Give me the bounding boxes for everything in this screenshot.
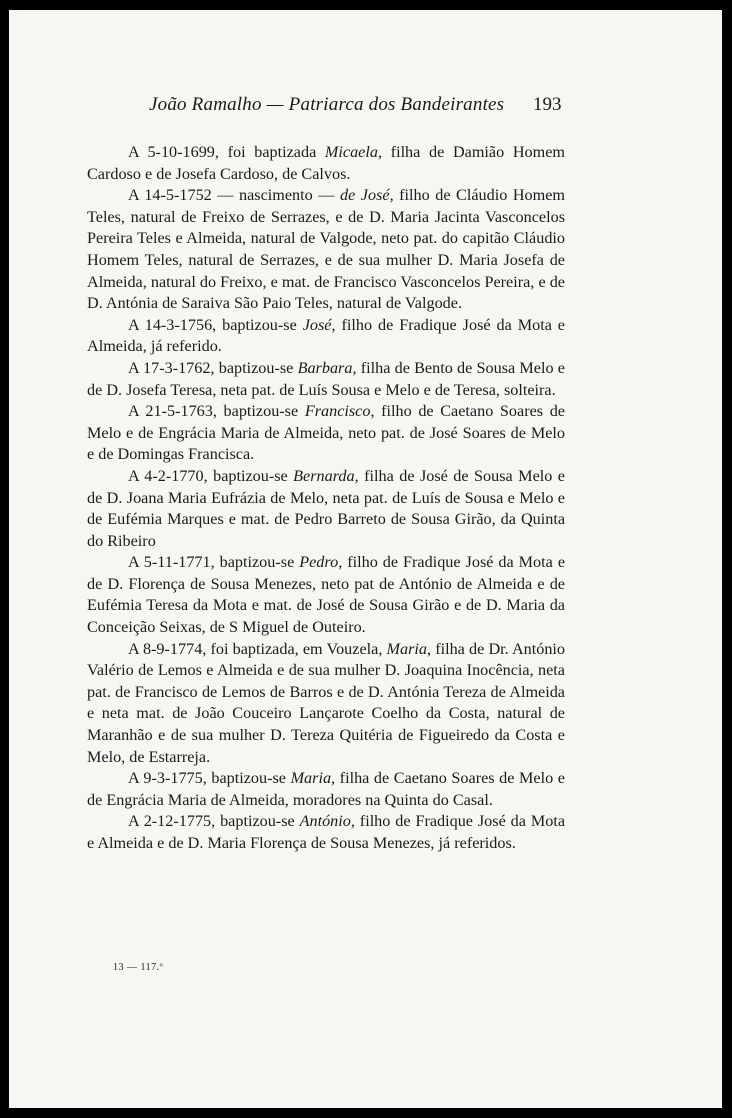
entry-name: Micaela xyxy=(324,143,378,161)
entry-date-text: A 14-5-1752 — nascimento — xyxy=(128,186,340,205)
page-header xyxy=(9,92,722,120)
entry-details: , filha de José de Sousa Melo e de D. Joana Maria Eufrázia de Melo, neta pat. de Luís de Sousa e Melo e de Eufémia Marques e mat. de Pedro Barreto de Sousa Girão, da Quinta do Ribeiro xyxy=(87,466,565,550)
entry-date-text: A 8-9-1774, foi baptizada, em Vouzela, xyxy=(128,639,387,658)
entry-details: , filho de Caetano Soares de Melo e de Engrácia Maria de Almeida, neto pat. de José Soares de Melo e de Domingas Francisca. xyxy=(87,402,565,464)
baptism-entry xyxy=(87,768,565,811)
entry-date-text: A 17-3-1762, baptizou-se xyxy=(128,358,298,377)
running-title: João Ramalho — Patriarca dos Bandeirantes xyxy=(149,94,505,115)
baptism-entry xyxy=(87,142,565,185)
baptism-entry xyxy=(87,552,565,638)
entry-date-text: A 21-5-1763, baptizou-se xyxy=(128,402,305,421)
baptism-entry xyxy=(87,358,565,401)
entry-details: , filho de Fradique José da Mota e Almeida, já referido. xyxy=(87,315,565,356)
entry-details: , filho de Cláudio Homem Teles, natural de Freixo de Serrazes, e de D. Maria Jacinta Vasconcelos Pereira Teles e Almeida, natural de Valgode, neto pat. do capitão Cláudio Homem Teles, natural de Serrazes, e de sua mulher D. Maria Josefa de Almeida, natural do Freixo, e mat. de Francisco Vasconcelos Pereira, e de D. Antónia de Saraiva São Paio Teles, natural de Valgode. xyxy=(87,186,565,313)
entry-details: , filha de Damião Homem Cardoso e de Josefa Cardoso, de Calvos. xyxy=(87,143,565,183)
entry-details: , filho de Fradique José da Mota e de D. Florença de Sousa Menezes, neto pat de António de Almeida e de Eufémia Teresa da Mota e mat. de José de Sousa Girão e de D. Maria da Conceição Seixas, de S Miguel de Outeiro. xyxy=(87,553,565,637)
entry-name: Barbara xyxy=(297,358,353,377)
entry-name: Pedro xyxy=(299,553,339,572)
entry-date-text: A 9-3-1775, baptizou-se xyxy=(128,769,291,788)
printer-signature: 13 — 117.º xyxy=(113,962,164,973)
entry-name: Bernarda xyxy=(293,466,355,485)
entry-date-text: A 4-2-1770, baptizou-se xyxy=(128,466,294,485)
baptism-entry xyxy=(87,315,565,358)
entry-name: António xyxy=(299,812,351,831)
entry-details: , filha de Dr. António Valério de Lemos e Almeida e de sua mulher D. Joaquina Inocência, neta pat. de Francisco de Lemos de Barros e de D. Antónia Tereza de Almeida e neta mat. de João Couceiro Lançarote Coelho da Costa, natural de Maranhão e de sua mulher D. Tereza Quitéria de Figueiredo da Costa e Melo, de Estarreja. xyxy=(87,639,566,766)
baptism-entry xyxy=(87,185,565,315)
entry-details: , filha de Caetano Soares de Melo e de Engrácia Maria de Almeida, moradores na Quinta do Casal. xyxy=(87,769,565,809)
entry-name: Francisco xyxy=(304,402,371,421)
baptism-entry xyxy=(87,811,565,854)
entry-date-text: A 5-11-1771, baptizou-se xyxy=(128,553,300,572)
page-number: 193 xyxy=(533,94,562,115)
entry-name: de José xyxy=(339,186,390,205)
book-page xyxy=(9,10,722,1108)
entry-date-text: A 5-10-1699, foi baptizada xyxy=(128,143,325,161)
baptism-entry xyxy=(87,401,565,466)
entry-name: Maria xyxy=(386,639,427,658)
baptism-entry xyxy=(87,639,565,769)
baptism-entry xyxy=(87,466,565,552)
entry-details: , filho de Fradique José da Mota e Almeida e de D. Maria Florença de Sousa Menezes, já referidos. xyxy=(87,812,565,852)
entry-details: , filha de Bento de Sousa Melo e de D. Josefa Teresa, neta pat. de Luís Sousa e Melo e de Teresa, solteira. xyxy=(87,358,565,399)
entry-date-text: A 14-3-1756, baptizou-se xyxy=(128,315,303,334)
body-text xyxy=(87,142,565,855)
entry-date-text: A 2-12-1775, baptizou-se xyxy=(128,812,300,831)
entry-name: José xyxy=(302,315,332,334)
entry-name: Maria xyxy=(290,769,332,788)
